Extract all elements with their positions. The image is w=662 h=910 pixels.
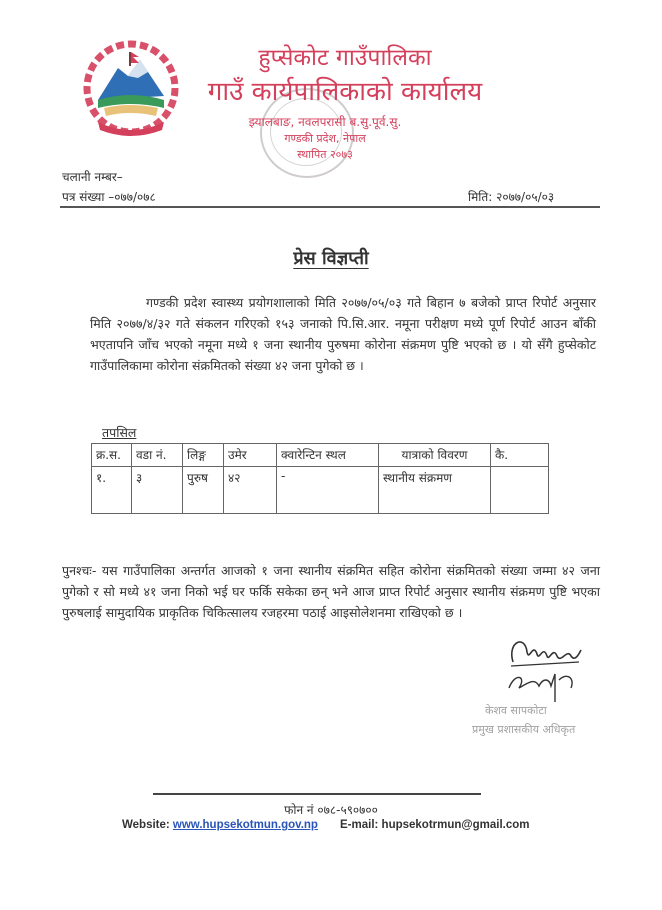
title-text: प्रेस विज्ञप्ती <box>293 248 369 269</box>
col-quarantine: क्वारेन्टिन स्थल <box>277 444 379 467</box>
email-address[interactable]: hupsekotrmun@gmail.com <box>381 819 530 831</box>
address-line: झ्यालबाङ, नवलपरासी ब.सु.पूर्व.सु. <box>248 115 402 129</box>
established-line: स्थापित २०७३ <box>297 148 353 161</box>
signatory-title: प्रमुख प्रशासकीय अधिकृत <box>472 723 576 736</box>
col-ward: वडा नं. <box>132 444 183 467</box>
cell-gender: पुरुष <box>183 467 224 514</box>
table-header-row <box>92 444 549 467</box>
province-line: गण्डकी प्रदेश, नेपाल <box>284 132 366 145</box>
website-label: Website: <box>122 819 170 831</box>
header-divider <box>60 206 600 208</box>
email-label: E-mail: <box>340 819 379 831</box>
cell-remarks <box>491 467 549 514</box>
footer-divider <box>153 793 481 795</box>
letter-number: पत्र संख्या –०७७/०७८ <box>62 190 156 204</box>
signatory-name: केशव सापकोटा <box>485 704 547 717</box>
postscript: पुनश्चः- यस गाउँपालिका अन्तर्गत आजको १ जना स्थानीय संक्रमित सहित कोरोना संक्रमितको संख्या जम्मा ४२ जना पुगेको र सो मध्ये ४१ जना निको भई घर फर्कि सकेका छन् भने आज प्राप्त रिपोर्ट अनुसार स्थानीय संक्रमण पुष्टि भएका पुरुषलाई सामुदायिक प्राकृतिक चिकित्सालय रजहरमा पठाई आइसोलेशनमा राखिएको छ । <box>62 563 600 620</box>
cell-ward: ३ <box>132 467 183 514</box>
page-title <box>0 246 662 270</box>
cell-age: ४२ <box>224 467 277 514</box>
col-gender: लिङ्ग <box>183 444 224 467</box>
cell-travel: स्थानीय संक्रमण <box>379 467 491 514</box>
phone-number: फोन नं ०७८-५९०७०० <box>284 803 378 817</box>
col-remarks: कै. <box>491 444 549 467</box>
cell-serial: १. <box>92 467 132 514</box>
email-info <box>340 819 530 831</box>
table-row <box>92 467 549 514</box>
website-link[interactable]: www.hupsekotmun.gov.np <box>172 819 318 831</box>
website-info <box>122 819 318 831</box>
press-release-body: गण्डकी प्रदेश स्वास्थ्य प्रयोगशालाको मिति २०७७/०५/०३ गते बिहान ७ बजेको प्राप्त रिपोर्ट अनुसार मिति २०७७/४/३२ गते संकलन गरिएको १५३ जनाको पि.सि.आर. नमूना परीक्षण मध्ये पूर्ण रिपोर्ट आउन बाँकी भएतापनि जाँच भएको नमूना मध्ये १ जना स्थानीय पुरुषमा कोरोना संक्रमण पुष्टि भएको छ । यो सँगै हुप्सेकोट गाउँपालिकामा कोरोना संक्रमितको संख्या ४२ जना पुगेको छ । <box>90 295 596 373</box>
office-name: गाउँ कार्यपालिकाको कार्यालय <box>207 77 483 107</box>
municipality-name: हुप्सेकोट गाउँपालिका <box>258 45 432 71</box>
col-travel: यात्राको विवरण <box>379 444 491 467</box>
chalani-number: चलानी नम्बर– <box>62 170 123 184</box>
col-serial: क्र.स. <box>92 444 132 467</box>
letter-date: मिति: २०७७/०५/०३ <box>468 190 555 204</box>
col-age: उमेर <box>224 444 277 467</box>
table-caption: तपसिल <box>102 425 137 440</box>
cell-quarantine: - <box>277 467 379 514</box>
details-table <box>91 443 549 514</box>
